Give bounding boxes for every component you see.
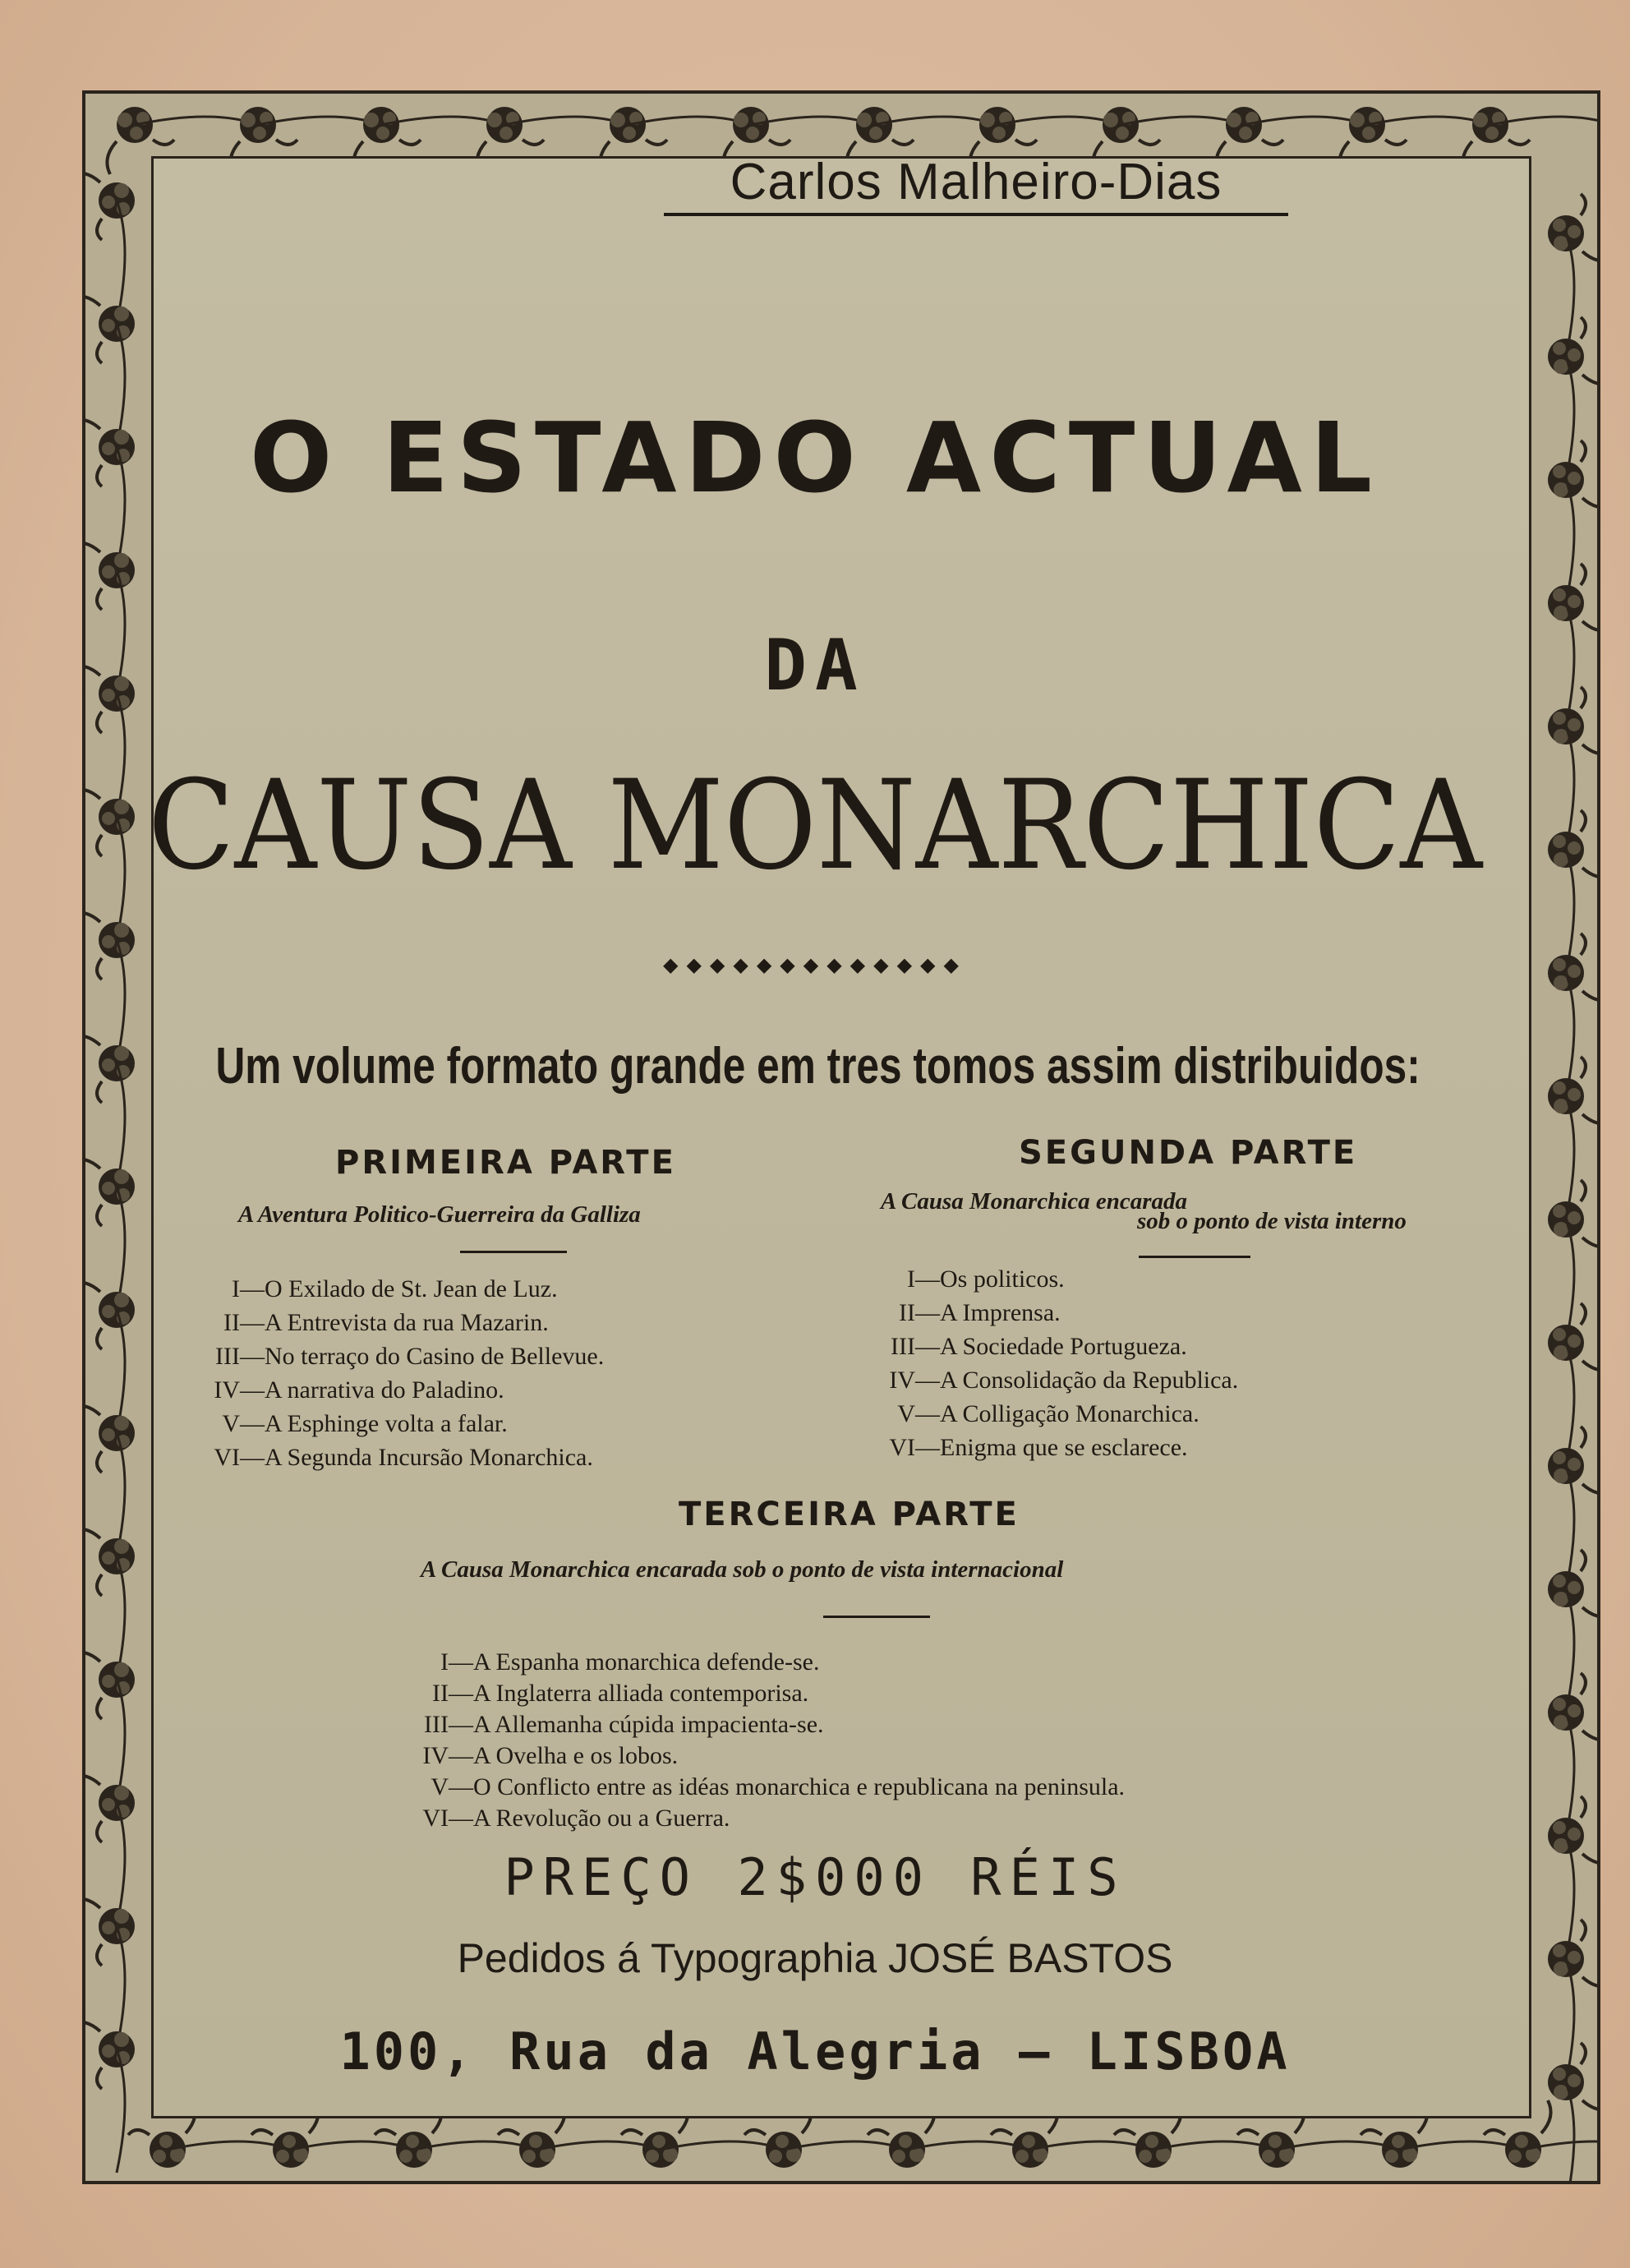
vine-stroke bbox=[874, 117, 997, 125]
carnation-ornament-left bbox=[85, 1035, 135, 1103]
chapter-item: II—A Imprensa. bbox=[899, 1299, 1061, 1326]
author-name: Carlos Malheiro-Dias bbox=[664, 153, 1288, 216]
vine-stroke bbox=[997, 117, 1121, 125]
volume-description: Um volume formato grande em tres tomos assim distribuidos: bbox=[215, 1038, 1420, 1095]
carnation-ornament-left bbox=[85, 1652, 135, 1719]
chapter-item: II—A Inglaterra alliada contemporisa. bbox=[432, 1680, 809, 1707]
vine-stroke bbox=[661, 2141, 784, 2150]
vine-stroke bbox=[117, 1063, 125, 1187]
chapter-item: V—A Colligação Monarchica. bbox=[897, 1400, 1199, 1427]
vine-stroke bbox=[1277, 2141, 1400, 2150]
part-3-rule bbox=[823, 1616, 930, 1618]
vine-stroke bbox=[1400, 2141, 1523, 2150]
vine-stroke bbox=[1566, 1096, 1574, 1219]
vine-stroke bbox=[117, 1433, 125, 1556]
vine-stroke bbox=[504, 117, 628, 125]
carnation-ornament-left bbox=[85, 1405, 135, 1473]
carnation-ornament-left bbox=[85, 1775, 135, 1842]
chapter-item: III—A Sociedade Portugueza. bbox=[891, 1333, 1187, 1360]
vine-stroke bbox=[135, 117, 258, 125]
carnation-ornament-right bbox=[1548, 194, 1597, 261]
chapter-item: IV—A Ovelha e os lobos. bbox=[422, 1742, 679, 1769]
vine-stroke bbox=[1566, 973, 1574, 1096]
vine-stroke bbox=[1121, 117, 1244, 125]
vine-stroke bbox=[628, 117, 751, 125]
part-3-heading: TERCEIRA PARTE bbox=[679, 1496, 1020, 1533]
carnation-ornament-right bbox=[1548, 317, 1597, 385]
carnation-ornament-left bbox=[85, 1528, 135, 1596]
chapter-item: II—A Entrevista da rua Mazarin. bbox=[223, 1309, 549, 1336]
vine-stroke bbox=[1030, 2141, 1153, 2150]
chapter-item: I—Os politicos. bbox=[907, 1265, 1065, 1293]
vine-stroke bbox=[258, 117, 381, 125]
title-line-1: O ESTADO ACTUAL bbox=[249, 401, 1381, 514]
chapter-item: VI—Enigma que se esclarece. bbox=[889, 1434, 1188, 1461]
carnation-ornament-left bbox=[85, 173, 135, 240]
vine-stroke bbox=[1367, 117, 1490, 125]
carnation-ornament-left bbox=[85, 1282, 135, 1349]
vine-stroke bbox=[537, 2141, 661, 2150]
diamond-separator: ◆◆◆◆◆◆◆◆◆◆◆◆◆ bbox=[663, 953, 967, 976]
carnation-ornament-left bbox=[85, 296, 135, 363]
part-3-chapter-list bbox=[399, 1647, 1125, 1834]
carnation-ornament-right bbox=[1548, 1057, 1597, 1124]
vine-stroke bbox=[751, 117, 874, 125]
vine-stroke bbox=[117, 201, 125, 324]
part-3-subheading: A Causa Monarchica encarada sob o ponto de vista internacional bbox=[421, 1556, 1064, 1583]
carnation-ornament-right bbox=[1548, 1673, 1597, 1740]
vine-stroke bbox=[1566, 726, 1574, 850]
chapter-item: VI—A Revolução ou a Guerra. bbox=[422, 1805, 730, 1832]
chapter-item: I—O Exilado de St. Jean de Luz. bbox=[232, 1275, 558, 1302]
chapter-item: IV—A narrativa do Paladino. bbox=[214, 1376, 504, 1404]
vine-stroke bbox=[1566, 1466, 1574, 1589]
carnation-ornament-right bbox=[1548, 564, 1597, 631]
vine-stroke bbox=[1566, 233, 1574, 357]
carnation-ornament-right bbox=[1548, 1303, 1597, 1371]
part-2-rule bbox=[1139, 1256, 1250, 1258]
part-2-heading: SEGUNDA PARTE bbox=[1019, 1134, 1358, 1172]
vine-stroke bbox=[414, 2141, 537, 2150]
vine-stroke bbox=[1153, 2141, 1277, 2150]
vine-stroke bbox=[117, 1310, 125, 1433]
vine-stroke bbox=[784, 2141, 907, 2150]
price: PREÇO 2$000 RÉIS bbox=[504, 1847, 1126, 1907]
vine-stroke bbox=[291, 2141, 414, 2150]
chapter-item: VI—A Segunda Incursão Monarchica. bbox=[214, 1444, 593, 1471]
part-2-chapter-list bbox=[866, 1262, 1238, 1464]
part-1-subheading: A Aventura Politico-Guerreira da Galliza bbox=[238, 1201, 641, 1228]
vine-stroke bbox=[117, 1187, 125, 1310]
chapter-item: V—A Esphinge volta a falar. bbox=[222, 1410, 508, 1437]
part-2-subheading-line-2: sob o ponto de vista interno bbox=[1137, 1208, 1407, 1234]
vine-stroke bbox=[1566, 1343, 1574, 1466]
vine-stroke bbox=[381, 117, 504, 125]
chapter-item: IV—A Consolidação da Republica. bbox=[889, 1367, 1239, 1394]
vine-stroke bbox=[168, 2141, 291, 2150]
vine-stroke bbox=[1566, 1589, 1574, 1713]
vine-stroke bbox=[1566, 1713, 1574, 1836]
vine-stroke bbox=[117, 1680, 125, 1803]
address: 100, Rua da Alegria — LISBOA bbox=[339, 2021, 1291, 2081]
vine-stroke bbox=[117, 1556, 125, 1680]
carnation-ornament-right bbox=[1548, 1550, 1597, 1617]
vine-stroke bbox=[907, 2141, 1030, 2150]
chapter-item: I—A Espanha monarchica defende-se. bbox=[440, 1648, 820, 1676]
carnation-ornament-left bbox=[85, 542, 135, 610]
orders-info: Pedidos á Typographia JOSÉ BASTOS bbox=[457, 1935, 1173, 1981]
chapter-item: V—O Conflicto entre as idéas monarchica e republicana na peninsula. bbox=[431, 1773, 1126, 1800]
chapter-item: III—A Allemanha cúpida impacienta-se. bbox=[424, 1711, 824, 1738]
part-1-rule bbox=[460, 1251, 567, 1253]
carnation-ornament-right bbox=[1548, 1427, 1597, 1494]
chapter-item: III—No terraço do Casino de Bellevue. bbox=[215, 1343, 605, 1370]
carnation-ornament-left bbox=[85, 1159, 135, 1226]
part-2-subheading-line-1: A Causa Monarchica encarada bbox=[881, 1188, 1188, 1215]
title-line-2: DA bbox=[764, 625, 866, 707]
part-1-heading: PRIMEIRA PARTE bbox=[335, 1144, 676, 1182]
vine-stroke bbox=[1566, 1219, 1574, 1343]
part-1-chapter-list bbox=[191, 1272, 604, 1474]
vine-stroke bbox=[1244, 117, 1367, 125]
title-line-3: CAUSA MONARCHICA bbox=[147, 754, 1483, 897]
carnation-ornament-right bbox=[1548, 1180, 1597, 1247]
